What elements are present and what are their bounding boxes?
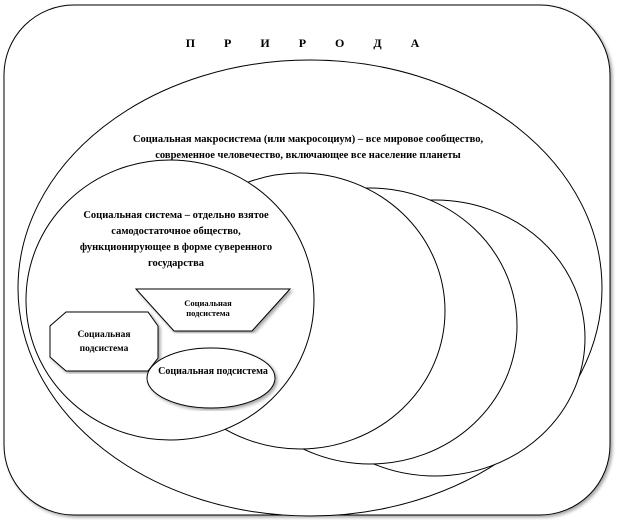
subsystem-trapezoid-label: Социальная подсистема bbox=[184, 298, 232, 318]
subsystem-ellipse-label: Социальная подсистема bbox=[158, 366, 268, 377]
social-system-label: Социальная система – отдельно взятое самодостаточное общество, функционирующее в форме суверенного государства bbox=[79, 210, 273, 269]
subsystem-octagon-label: Социальная подсистема bbox=[77, 330, 131, 354]
macrosystem-label: Социальная макросистема (или макросоциум) – все мировое сообщество, современное человечество, включающее все население планеты bbox=[132, 134, 484, 161]
nature-title: П Р И Р О Д А bbox=[185, 36, 433, 50]
